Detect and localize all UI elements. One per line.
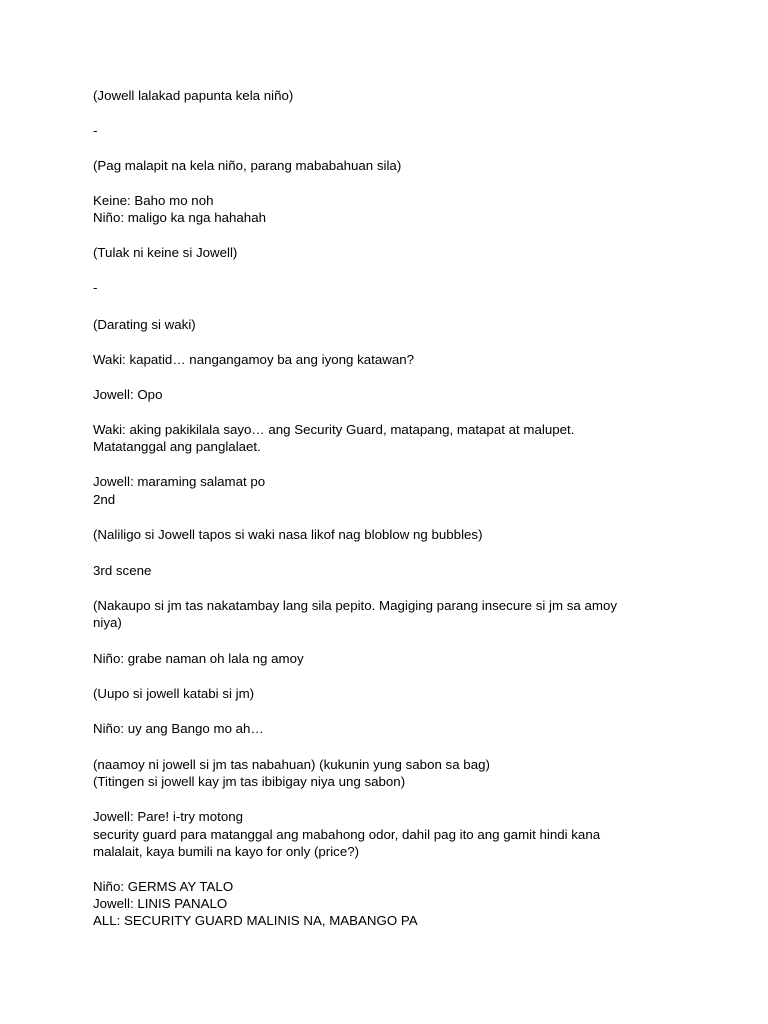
script-line: Jowell: LINIS PANALO <box>93 896 228 911</box>
script-line: Jowell: Opo <box>93 387 163 402</box>
script-line: ALL: SECURITY GUARD MALINIS NA, MABANGO PA <box>93 913 418 928</box>
script-line: Waki: kapatid… nangangamoy ba ang iyong katawan? <box>93 352 415 367</box>
script-line: Niño: maligo ka nga hahahah <box>93 210 266 225</box>
script-line: (Jowell lalakad papunta kela niño) <box>93 88 294 103</box>
script-line: malalait, kaya bumili na kayo for only (price?) <box>93 844 360 859</box>
script-line: (Naliligo si Jowell tapos si waki nasa likof nag bloblow ng bubbles) <box>93 527 483 542</box>
script-line: (Pag malapit na kela niño, parang mababahuan sila) <box>93 158 402 173</box>
script-line: Jowell: Pare! i-try motong <box>93 809 244 824</box>
script-line: Matatanggal ang panglalaet. <box>93 439 261 454</box>
script-line: Niño: GERMS AY TALO <box>93 879 234 894</box>
script-line: Jowell: maraming salamat po <box>93 474 266 489</box>
script-line: niya) <box>93 615 122 630</box>
scene-heading: 3rd scene <box>93 563 152 578</box>
script-line: Keine: Baho mo noh <box>93 193 214 208</box>
script-line: (Uupo si jowell katabi si jm) <box>93 686 255 701</box>
script-line: (Darating si waki) <box>93 317 196 332</box>
script-line: (Tulak ni keine si Jowell) <box>93 245 238 260</box>
script-line: security guard para matanggal ang mabahong odor, dahil pag ito ang gamit hindi kana <box>93 827 601 842</box>
script-line: Niño: uy ang Bango mo ah… <box>93 721 264 736</box>
script-line: Waki: aking pakikilala sayo… ang Security Guard, matapang, matapat at malupet. <box>93 422 575 437</box>
scene-heading: 2nd <box>93 492 116 507</box>
scene-separator: - <box>93 123 98 138</box>
script-line: Niño: grabe naman oh lala ng amoy <box>93 651 304 666</box>
scene-separator: - <box>93 280 98 295</box>
script-line: (naamoy ni jowell si jm tas nabahuan) (kukunin yung sabon sa bag) <box>93 757 490 772</box>
script-line: (Titingen si jowell kay jm tas ibibigay niya ung sabon) <box>93 774 406 789</box>
script-line: (Nakaupo si jm tas nakatambay lang sila pepito. Magiging parang insecure si jm sa amoy <box>93 598 618 613</box>
